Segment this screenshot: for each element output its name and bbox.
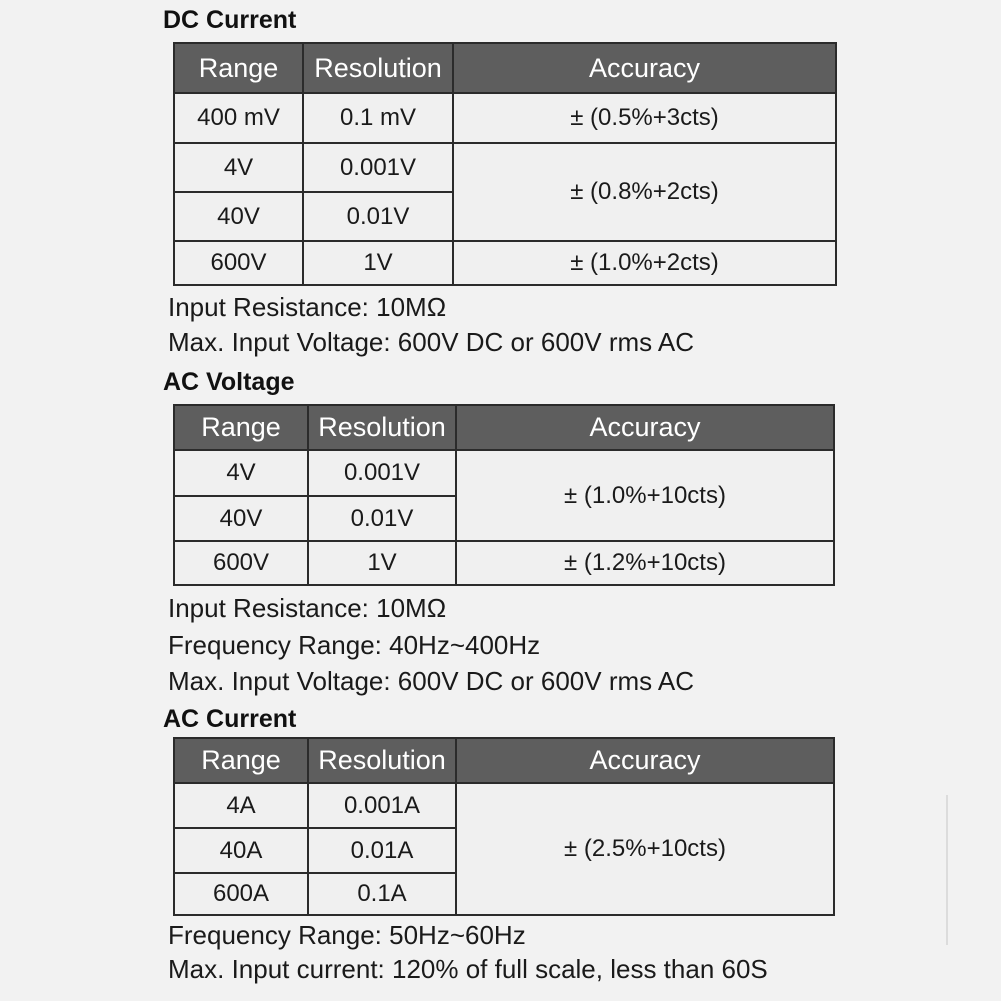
note-input-resistance: Input Resistance: 10MΩ xyxy=(168,593,447,623)
accuracy-cell: ± (1.0%+2cts) xyxy=(453,241,836,285)
resolution-cell: 0.01A xyxy=(308,828,456,873)
resolution-cell: 0.001A xyxy=(308,783,456,828)
range-cell: 40V xyxy=(174,496,308,541)
section-title-ac-current: AC Current xyxy=(163,705,297,733)
resolution-cell: 0.001V xyxy=(303,143,453,192)
table-row xyxy=(174,450,834,496)
resolution-cell: 0.001V xyxy=(308,450,456,496)
note-max-input-current: Max. Input current: 120% of full scale, less than 60S xyxy=(168,954,768,984)
accuracy-cell: ± (1.2%+10cts) xyxy=(456,541,834,585)
table-row xyxy=(174,541,834,585)
resolution-cell: 0.1A xyxy=(308,873,456,915)
header-accuracy: Accuracy xyxy=(453,43,836,93)
range-cell: 600V xyxy=(174,241,303,285)
resolution-cell: 0.01V xyxy=(303,192,453,241)
header-range: Range xyxy=(174,405,308,450)
table-row xyxy=(174,241,836,285)
header-range: Range xyxy=(174,43,303,93)
note-input-resistance: Input Resistance: 10MΩ xyxy=(168,292,447,322)
range-cell: 4V xyxy=(174,143,303,192)
range-cell: 4A xyxy=(174,783,308,828)
resolution-cell: 1V xyxy=(303,241,453,285)
note-max-input-voltage: Max. Input Voltage: 600V DC or 600V rms AC xyxy=(168,666,695,696)
header-accuracy: Accuracy xyxy=(456,738,834,783)
accuracy-cell: ± (1.0%+10cts) xyxy=(456,450,834,541)
ac-voltage-spec-table xyxy=(173,404,835,586)
resolution-cell: 1V xyxy=(308,541,456,585)
range-cell: 600V xyxy=(174,541,308,585)
range-cell: 40A xyxy=(174,828,308,873)
header-resolution: Resolution xyxy=(303,43,453,93)
table-header-row xyxy=(174,405,834,450)
resolution-cell: 0.01V xyxy=(308,496,456,541)
table-row xyxy=(174,783,834,828)
header-accuracy: Accuracy xyxy=(456,405,834,450)
section-title-dc-current: DC Current xyxy=(163,6,297,34)
range-cell: 4V xyxy=(174,450,308,496)
header-resolution: Resolution xyxy=(308,738,456,783)
note-frequency-range: Frequency Range: 50Hz~60Hz xyxy=(168,920,526,950)
resolution-cell: 0.1 mV xyxy=(303,93,453,143)
table-header-row xyxy=(174,738,834,783)
header-resolution: Resolution xyxy=(308,405,456,450)
table-row xyxy=(174,143,836,192)
range-cell: 600A xyxy=(174,873,308,915)
accuracy-cell: ± (0.8%+2cts) xyxy=(453,143,836,241)
range-cell: 400 mV xyxy=(174,93,303,143)
edge-divider xyxy=(946,795,948,945)
table-header-row xyxy=(174,43,836,93)
section-title-ac-voltage: AC Voltage xyxy=(163,368,295,396)
header-range: Range xyxy=(174,738,308,783)
table-row xyxy=(174,93,836,143)
note-max-input-voltage: Max. Input Voltage: 600V DC or 600V rms AC xyxy=(168,327,695,357)
note-frequency-range: Frequency Range: 40Hz~400Hz xyxy=(168,630,541,660)
range-cell: 40V xyxy=(174,192,303,241)
accuracy-cell: ± (2.5%+10cts) xyxy=(456,783,834,915)
dc-current-spec-table xyxy=(173,42,837,286)
ac-current-spec-table xyxy=(173,737,835,916)
accuracy-cell: ± (0.5%+3cts) xyxy=(453,93,836,143)
